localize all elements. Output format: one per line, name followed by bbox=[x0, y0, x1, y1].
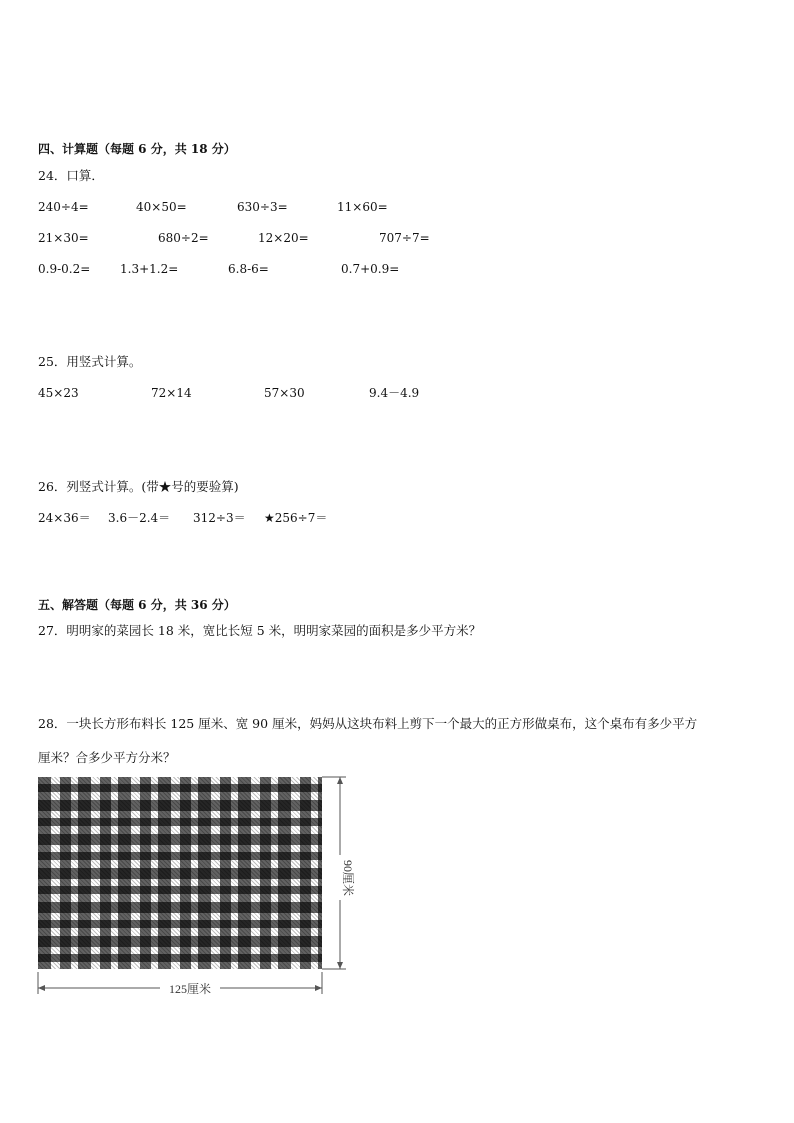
q24-item: 6.8-6= bbox=[228, 262, 269, 276]
q28-text-line1: 28．一块长方形布料长 125 厘米、宽 90 厘米，妈妈从这块布料上剪下一个最大的正方形做桌布，这个桌布有多少平方 bbox=[38, 716, 698, 731]
q26-title: 26．列竖式计算。(带★号的要验算) bbox=[38, 479, 239, 494]
q24-item: 707÷7= bbox=[379, 231, 430, 245]
q25-item: 72×14 bbox=[151, 386, 192, 400]
height-dimension-label: 90厘米 bbox=[341, 859, 355, 897]
q24-item: 40×50= bbox=[136, 200, 187, 214]
q24-item: 240÷4= bbox=[38, 200, 89, 214]
q24-item: 12×20= bbox=[258, 231, 309, 245]
section4-heading: 四、计算题（每题 6 分，共 18 分） bbox=[38, 142, 236, 156]
q24-item: 11×60= bbox=[337, 200, 388, 214]
section5-heading: 五、解答题（每题 6 分，共 36 分） bbox=[38, 598, 236, 612]
q27-text: 27．明明家的菜园长 18 米，宽比长短 5 米，明明家菜园的面积是多少平方米？ bbox=[38, 623, 482, 638]
q25-item: 9.4－4.9 bbox=[369, 386, 420, 400]
q28-text-line2: 厘米？合多少平方分米？ bbox=[38, 750, 176, 765]
q24-item: 0.9-0.2= bbox=[38, 262, 91, 276]
q24-title: 24．口算． bbox=[38, 168, 104, 183]
q26-item: 3.6－2.4＝ bbox=[108, 511, 171, 525]
q26-item: 24×36＝ bbox=[38, 511, 91, 525]
q26-item: ★256÷7＝ bbox=[264, 511, 328, 525]
q24-item: 21×30= bbox=[38, 231, 89, 245]
q24-item: 680÷2= bbox=[158, 231, 209, 245]
q26-item: 312÷3＝ bbox=[193, 511, 246, 525]
q25-item: 45×23 bbox=[38, 386, 79, 400]
q24-item: 630÷3= bbox=[237, 200, 288, 214]
q24-item: 0.7+0.9= bbox=[341, 262, 400, 276]
q25-item: 57×30 bbox=[264, 386, 305, 400]
q25-title: 25．用竖式计算。 bbox=[38, 354, 142, 369]
width-dimension-label: 125厘米 bbox=[168, 982, 212, 996]
q24-item: 1.3+1.2= bbox=[120, 262, 179, 276]
